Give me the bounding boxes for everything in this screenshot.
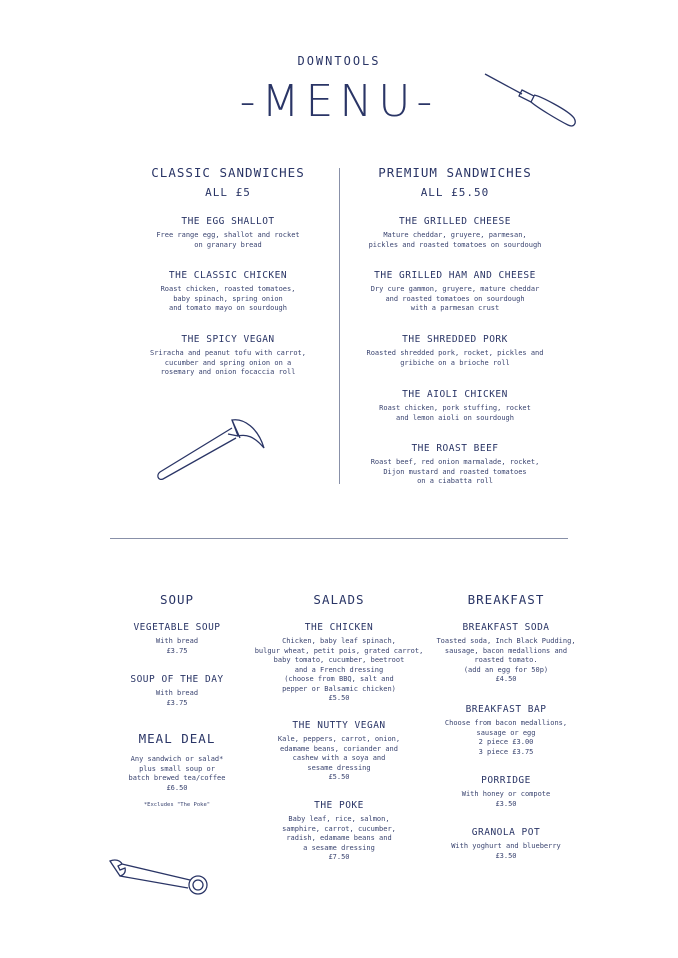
classic-heading: CLASSIC SANDWICHES — [151, 165, 305, 180]
menu-item-desc: With honey or compote £3.50 — [461, 790, 551, 808]
menu-item-desc: With bread £3.75 — [155, 637, 199, 655]
wrench-icon — [106, 856, 212, 896]
section-divider — [110, 538, 568, 539]
menu-item-name: VEGETABLE SOUP — [133, 622, 221, 633]
salads-heading: SALADS — [313, 592, 365, 607]
menu-item-desc: Chicken, baby leaf spinach, bulgur wheat, petit pois, grated carrot, baby tomato, cucumber, beetroot and a French dressing (choose from BBQ, salt and pepper or Balsamic chicken) £5.50 — [254, 637, 424, 702]
meal-deal-heading: MEAL DEAL — [138, 731, 216, 746]
premium-heading: PREMIUM SANDWICHES — [378, 165, 532, 180]
menu-item-desc: Free range egg, shallot and rocket on granary bread — [156, 231, 300, 249]
soup-heading: SOUP — [159, 592, 195, 607]
menu-item-desc: With yoghurt and blueberry £3.50 — [451, 842, 561, 860]
menu-item-name: THE NUTTY VEGAN — [292, 720, 386, 731]
menu-item-name: THE ROAST BEEF — [411, 443, 499, 454]
menu-item-desc: Sriracha and peanut tofu with carrot, cucumber and spring onion on a rosemary and onion focaccia roll — [150, 349, 306, 376]
menu-item-name: THE POKE — [314, 800, 364, 811]
menu-item-desc: Kale, peppers, carrot, onion, edamame beans, coriander and cashew with a soya and sesame dressing £5.50 — [277, 735, 401, 781]
menu-item-name: THE SHREDDED PORK — [402, 334, 508, 345]
menu-item-name: THE CLASSIC CHICKEN — [168, 270, 288, 281]
menu-item-desc: Roast chicken, pork stuffing, rocket and lemon aioli on sourdough — [379, 404, 531, 422]
menu-item-name: BREAKFAST SODA — [462, 622, 550, 633]
menu-item-desc: Mature cheddar, gruyere, parmesan, pickles and roasted tomatoes on sourdough — [368, 231, 542, 249]
menu-item-name: PORRIDGE — [481, 775, 531, 786]
brand-name: DOWNTOOLS — [297, 54, 381, 68]
menu-item-name: BREAKFAST BAP — [465, 704, 547, 715]
menu-item-desc: Roast chicken, roasted tomatoes, baby spinach, spring onion and tomato mayo on sourdough — [160, 285, 296, 312]
classic-price: ALL £5 — [205, 186, 251, 199]
premium-price: ALL £5.50 — [420, 186, 490, 199]
menu-item-desc: Toasted soda, Inch Black Pudding, sausage, bacon medallions and roasted tomato. (add an egg for 50p) £4.50 — [436, 637, 576, 683]
menu-item-desc: Choose from bacon medallions, sausage or egg 2 piece £3.00 3 piece £3.75 — [444, 719, 568, 756]
menu-item-desc: Baby leaf, rice, salmon, samphire, carrot, cucumber, radish, edamame beans and a sesame dressing £7.50 — [282, 815, 396, 861]
menu-item-name: THE GRILLED CHEESE — [399, 216, 511, 227]
meal-deal-note: *Excludes "The Poke" — [143, 802, 211, 808]
meal-deal-desc: Any sandwich or salad* plus small soup or batch brewed tea/coffee £6.50 — [128, 755, 226, 792]
menu-item-desc: With bread £3.75 — [155, 689, 199, 707]
screwdriver-icon — [482, 70, 582, 130]
menu-item-name: GRANOLA POT — [471, 827, 541, 838]
menu-item-desc: Roasted shredded pork, rocket, pickles and gribiche on a brioche roll — [366, 349, 544, 367]
menu-title: -MENU- — [239, 76, 439, 127]
hammer-icon — [154, 414, 268, 486]
menu-item-name: THE EGG SHALLOT — [181, 216, 275, 227]
menu-item-desc: Roast beef, red onion marmalade, rocket, Dijon mustard and roasted tomatoes on a ciabatta roll — [370, 458, 540, 485]
menu-item-name: THE SPICY VEGAN — [181, 334, 275, 345]
menu-item-name: THE AIOLI CHICKEN — [402, 389, 508, 400]
menu-item-desc: Dry cure gammon, gruyere, mature cheddar and roasted tomatoes on sourdough with a parmesan crust — [370, 285, 540, 312]
menu-item-name: THE CHICKEN — [304, 622, 374, 633]
menu-item-name: THE GRILLED HAM AND CHEESE — [374, 270, 536, 281]
breakfast-heading: BREAKFAST — [467, 592, 545, 607]
menu-item-name: SOUP OF THE DAY — [130, 674, 224, 685]
